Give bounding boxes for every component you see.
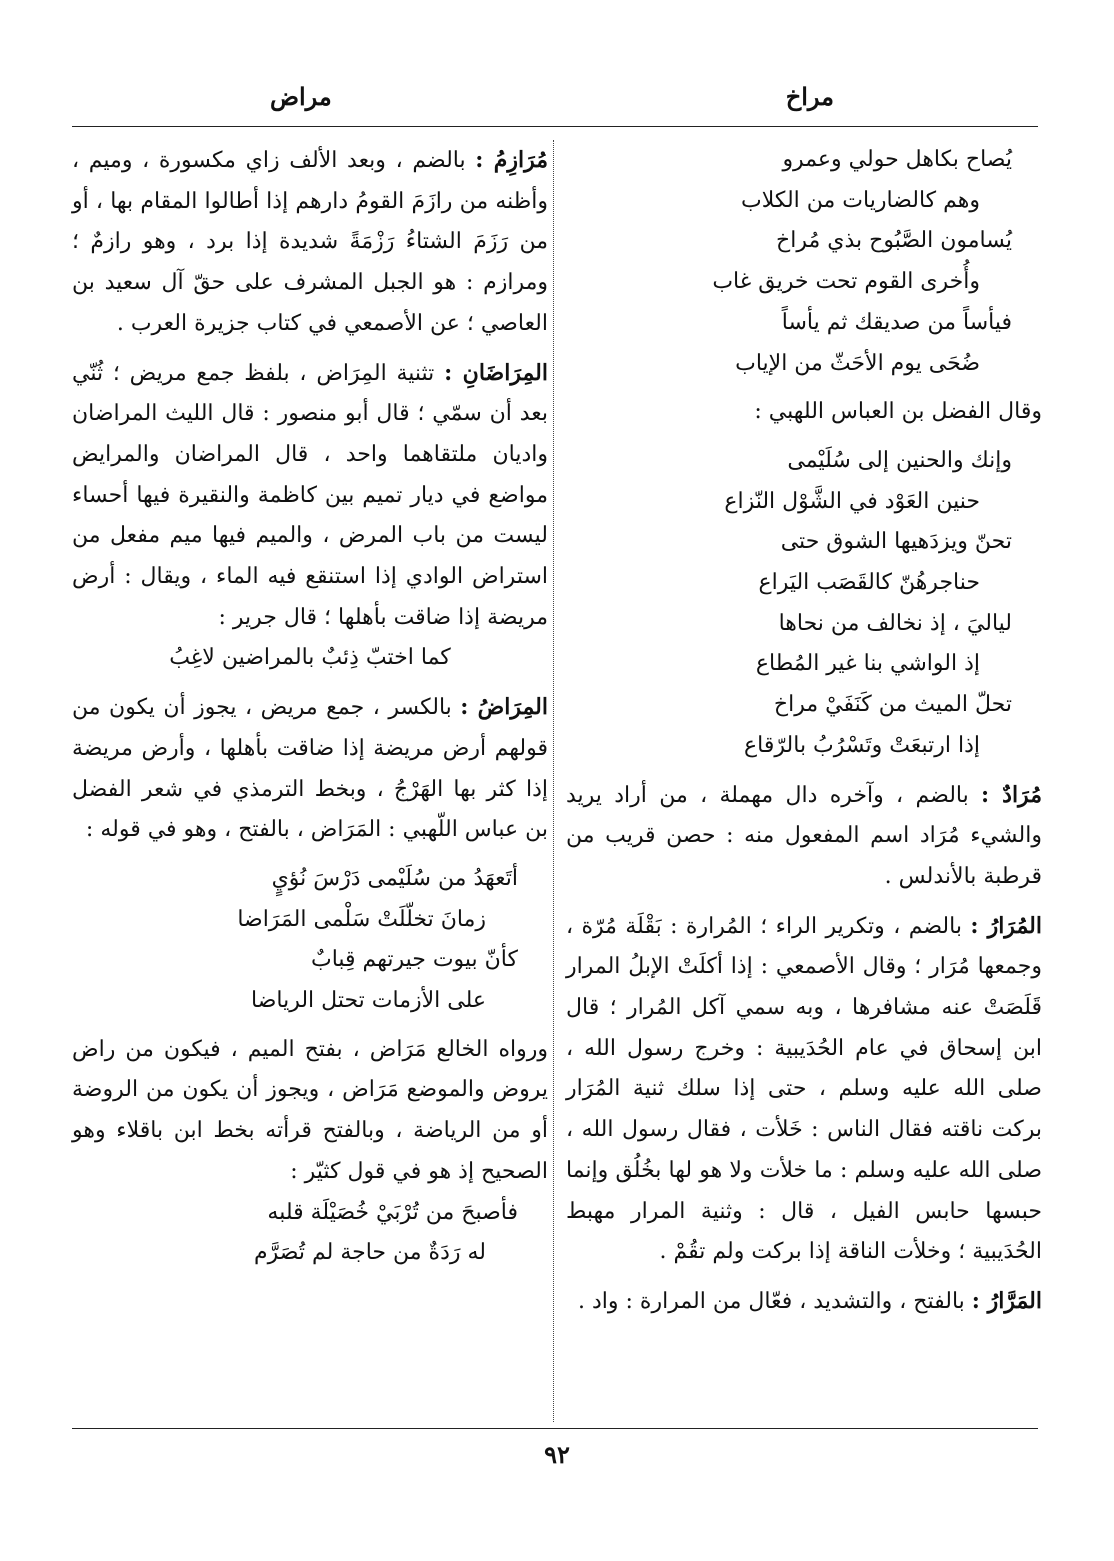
verse-line: كما اختبّ ذِئبٌ بالمراضين لاغِبُ <box>169 645 451 671</box>
spacer <box>72 345 548 353</box>
entry-headword: مُرَازِمُ : <box>475 147 548 173</box>
spacer <box>566 1273 1042 1281</box>
dictionary-entry <box>72 687 548 851</box>
dictionary-entry <box>566 775 1042 898</box>
verse-line: يُصاح بكاهل حولي وعمرو <box>782 147 1012 172</box>
entry-text: بالضم ، وتكرير الراء ؛ المُرارة : بَقْلَة مُرّة ، وجمعها مُرَار ؛ وقال الأصمعي : إذا أكلَتْ الإبلُ المرار قَلَصَتْ عنه مشافرها ، وبه سمي آكل المُرار ؛ قال ابن إسحاق في عام الحُدَيبية : وخرج رسول الله ، صلى الله عليه وسلم ، حتى إذا سلك ثنية المُرَار بركت ناقته فقال الناس : خَلأت ، فقال رسول الله ، صلى الله عليه وسلم : ما خلأت ولا هو لها بخُلُق وإنما حبسها حابس الفيل ، قال : وثنية المرار مهبط الحُدَيبية ؛ وخلأت الناقة إذا بركت ولم تقُمْ . <box>566 913 1042 1265</box>
entry-headword: المُرَارُ : <box>970 912 1042 939</box>
entry-headword: المِرَاضُ : <box>460 694 548 721</box>
spacer <box>72 679 548 687</box>
verse-line: إذ الواشي بنا غير المُطاع <box>755 651 980 677</box>
verse-line: زمانَ تخلّلَتْ سَلْمى المَرَاضا <box>237 906 486 932</box>
verse-line: وإنك والحنين إلى سُلَيْمى <box>787 447 1012 473</box>
entry-text: تثنية المِرَاض ، بلفظ جمع مريض ؛ ثُنّي بعد أن سمّي ؛ قال أبو منصور : قال الليث المراضان واديان ملتقاهما واحد ، قال المراضان والمرايض مواضع في ديار تميم بين كاظمة والنقيرة فيها أحساء ليست من باب المرض ، والميم فيها ميم مفعل من استراض الوادي إذا استنقع فيه الماء ، ويقال : أرض مريضة إذا ضاقت بأهلها ؛ قال جرير : <box>72 360 548 630</box>
entry-headword: المِرَاضَانِ : <box>444 359 548 386</box>
verse-line: حناجرهُنّ كالقَصَب اليَراع <box>758 570 980 596</box>
verse-line: ضُحَى يوم الأحَثّ من الإياب <box>735 350 980 376</box>
verse-line: على الأزمات تحتل الرياضا <box>251 988 486 1014</box>
spacer <box>566 384 1042 392</box>
spacer <box>566 767 1042 775</box>
verse-line: حنين العَوْد في الشَّوْل النّزاع <box>724 488 980 514</box>
paragraph: ورواه الخالع مَرَاض ، بفتح الميم ، فيكون من راض يروض والموضع مَرَاض ، ويجوز أن يكون من الروضة أو من الرياضة ، وبالفتح قرأته بخط ابن باقلاء وهو الصحيح إذ هو في قول كثيّر : <box>72 1036 548 1184</box>
verse-line: وهم كالضاريات من الكلاب <box>740 187 980 213</box>
spacer <box>72 851 548 859</box>
bottom-rule <box>72 1428 1038 1429</box>
header-left-word: مراض <box>270 82 332 111</box>
paragraph: وقال الفضل بن العباس اللهبي : <box>754 399 1042 425</box>
top-rule <box>72 126 1038 127</box>
verse-line: تحنّ ويزدَهيها الشوق حتى <box>780 529 1012 555</box>
entry-text: بالضم ، وآخره دال مهملة ، من أراد يريد والشيء مُرَاد اسم المفعول منه : حصن قريب من قرطبة بالأندلس . <box>566 782 1042 889</box>
verse-line: أتَعهَدُ من سُلَيْمى دَرْسَ نُؤيٍ <box>271 865 518 891</box>
verse-line: فأصبحَ من تُرْبَيْ خُصَيْلَة قلبه <box>267 1199 518 1225</box>
column-divider <box>553 140 554 1422</box>
verse-line: فيأساً من صديقك ثم يأساً <box>781 309 1012 335</box>
left-column <box>72 140 548 1274</box>
verse-line: تحلّ الميث من كَنَفَيْ مراخ <box>773 692 1012 718</box>
page-number: ٩٢ <box>544 1440 570 1469</box>
verse-line: لياليَ ، إذ نخالف من نحاها <box>778 610 1012 636</box>
verse-line: يُسامون الصَّبُوح بذي مُراخ <box>776 228 1012 254</box>
right-column <box>566 140 1042 1323</box>
entry-headword: المَرَّارُ : <box>971 1287 1042 1314</box>
spacer <box>566 898 1042 906</box>
verse-line: كأنّ بيوت جيرتهم قِبابٌ <box>310 947 518 973</box>
entry-text: بالكسر ، جمع مريض ، يجوز أن يكون من قولهم أرض مريضة إذا ضاقت بأهلها ، وأرض مريضة إذا كثر بها الهَرْجُ ، وبخط الترمذي في شعر الفضل بن عباس اللّهبي : المَرَاض ، بالفتح ، وهو في قوله : <box>72 695 548 843</box>
entry-text: بالضم ، وبعد الألف زاي مكسورة ، وميم ، وأظنه من رازَمَ القومُ دارهم إذا أطالوا المقام بها ، أو من رَزَمَ الشتاءُ رَزْمَةً شديدة إذا برد ، وهو رازمٌ ؛ ومرازم : هو الجبل المشرف على حقّ آل سعيد بن العاصي ؛ عن الأصمعي في كتاب جزيرة العرب . <box>72 148 548 336</box>
entry-text: بالفتح ، والتشديد ، فعّال من المرارة : واد . <box>578 1288 972 1314</box>
header-right-word: مراخ <box>785 82 834 111</box>
verse-line: له رَدَةٌ من حاجة لم تُصَرَّم <box>254 1240 486 1266</box>
spacer <box>72 1022 548 1030</box>
verse-line: وأُخرى القوم تحت خريق غاب <box>712 269 980 295</box>
dictionary-entry <box>566 1281 1042 1323</box>
dictionary-entry <box>566 906 1042 1273</box>
dictionary-entry <box>72 353 548 639</box>
entry-headword: مُرَادٌ : <box>981 781 1042 808</box>
spacer <box>566 433 1042 441</box>
verse-line: إذا ارتبعَتْ وتَسْرُبُ بالرّقاع <box>744 732 980 758</box>
dictionary-entry <box>72 140 548 345</box>
